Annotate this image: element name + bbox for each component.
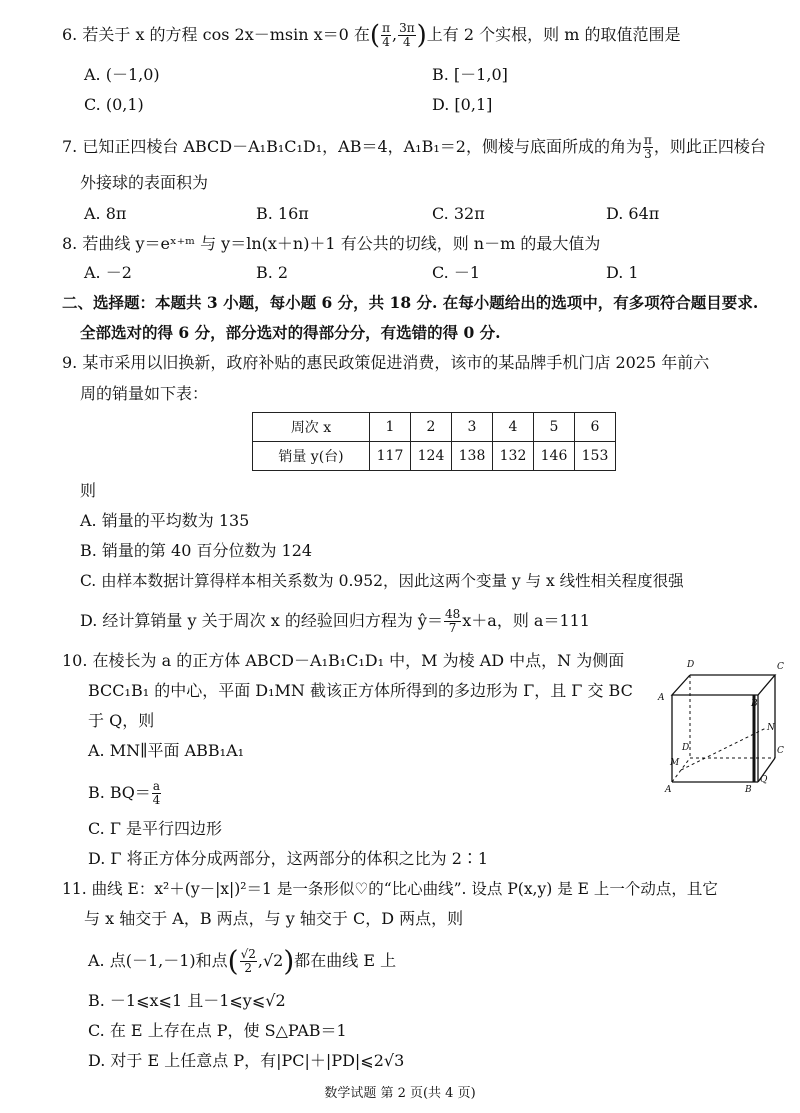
q9-option-b: B. 销量的第 40 百分位数为 124: [80, 541, 313, 560]
table-header-sales: 销量 y(台): [253, 442, 370, 471]
label-n: N: [767, 723, 775, 733]
cube-figure: [650, 650, 800, 800]
q6-option-c: C. (0,1): [84, 95, 144, 114]
table-cell: 1: [370, 413, 411, 442]
table-cell: 6: [575, 413, 616, 442]
table-cell: 2: [411, 413, 452, 442]
q8-option-d: D. 1: [606, 263, 639, 282]
table-cell: 138: [452, 442, 493, 471]
label-b1: B: [751, 699, 758, 709]
q7-angle-fraction: $\frac{\pi}{3}$: [643, 133, 652, 161]
table-cell: 117: [370, 442, 411, 471]
q6-stem-part-b: 上有 2 个实根，则 m 的取值范围是: [426, 25, 681, 44]
q9-stem-line2: 周的销量如下表：: [80, 384, 209, 403]
table-cell: 3: [452, 413, 493, 442]
page-footer: 数学试题 第 2 页(共 4 页): [324, 1086, 476, 1101]
q6-option-d: D. [0,1]: [432, 95, 493, 114]
q11-option-c: C. 在 E 上存在点 P，使 S△PAB＝1: [88, 1021, 347, 1040]
label-b: B: [745, 785, 752, 795]
table-header-week: 周次 x: [253, 413, 370, 442]
q8-option-b: B. 2: [256, 263, 289, 282]
label-a: A: [665, 785, 672, 795]
label-q: Q: [760, 775, 768, 785]
q6-stem: 6. 若关于 x 的方程 cos 2x－msin x＝0 在( $\frac{\pi}{4}$ , $\frac{3\pi}{4}$ )上有 2 个实根，则 m 的取值范围是: [62, 20, 681, 51]
q11-stem-line2: 与 x 轴交于 A，B 两点，与 y 轴交于 C，D 两点，则: [84, 909, 464, 928]
label-c1: C: [777, 662, 784, 672]
q9-slope-fraction: $\frac{48}{7}$: [444, 607, 461, 635]
q8-option-c: C. －1: [432, 263, 481, 282]
q10-stem-line3: 于 Q，则: [88, 711, 155, 730]
table-cell: 132: [493, 442, 534, 471]
q11-option-d: D. 对于 E 上任意点 P，有|PC|＋|PD|⩽2√3: [88, 1051, 405, 1070]
q10-option-d: D. Γ 将正方体分成两部分，这两部分的体积之比为 2∶1: [88, 849, 489, 868]
q6-interval-right: $\frac{3\pi}{4}$: [399, 21, 415, 49]
table-cell: 146: [534, 442, 575, 471]
q8-stem: 8. 若曲线 y＝eˣ⁺ᵐ 与 y＝ln(x＋n)＋1 有公共的切线，则 n－m 的最大值为: [62, 234, 601, 253]
q8-option-a: A. －2: [84, 263, 132, 282]
table-cell: 153: [575, 442, 616, 471]
q10-option-c: C. Γ 是平行四边形: [88, 819, 223, 838]
q7-option-b: B. 16π: [256, 204, 309, 223]
q7-option-c: C. 32π: [432, 204, 485, 223]
q11-stem: 11. 曲线 E：x²＋(y－|x|)²＝1 是一条形似♡的“比心曲线”. 设点 P(x,y) 是 E 上一个动点，且它: [62, 880, 718, 898]
q9-option-d: D. 经计算销量 y 关于周次 x 的经验回归方程为 ŷ＝ $\frac{48}{7}$ x＋a，则 a＝111: [80, 607, 590, 635]
label-a1: A: [658, 693, 665, 703]
q11-option-b: B. －1⩽x⩽1 且－1⩽y⩽√2: [88, 991, 286, 1010]
label-d1: D: [687, 660, 695, 670]
table-cell: 4: [493, 413, 534, 442]
label-d: D: [682, 743, 690, 753]
q10-option-b: B. BQ＝ $\frac{a}{4}$: [88, 779, 161, 807]
q7-stem-line2: 外接球的表面积为: [80, 173, 209, 192]
q11-option-a: A. 点(－1,－1)和点( $\frac{√2}{2}$ ,√2)都在曲线 E 上: [88, 944, 397, 978]
q9-ze: 则: [80, 481, 97, 500]
q6-interval-left: $\frac{\pi}{4}$: [382, 21, 390, 49]
q9-option-c: C. 由样本数据计算得样本相关系数为 0.952，因此这两个变量 y 与 x 线性相关程度很强: [80, 572, 684, 590]
q10-stem: 10. 在棱长为 a 的正方体 ABCD－A₁B₁C₁D₁ 中，M 为棱 AD 中点，N 为侧面: [62, 651, 625, 670]
q6-stem-part-a: 6. 若关于 x 的方程 cos 2x－msin x＝0 在: [62, 25, 370, 44]
q6-option-a: A. (－1,0): [84, 65, 160, 84]
q7-stem: 7. 已知正四棱台 ABCD－A₁B₁C₁D₁，AB＝4，A₁B₁＝2，侧棱与底面所成的角为 $\frac{\pi}{3}$ ，则此正四棱台: [62, 133, 766, 161]
section2-instructions: 全部选对的得 6 分，部分选对的得部分分，有选错的得 0 分.: [80, 323, 501, 342]
table-row: [253, 442, 616, 471]
q7-option-d: D. 64π: [606, 204, 660, 223]
q10-bq-fraction: $\frac{a}{4}$: [152, 779, 161, 807]
section2-heading: 二、选择题：本题共 3 小题，每小题 6 分，共 18 分. 在每小题给出的选项中，有多项符合题目要求.: [62, 293, 759, 312]
q7-option-a: A. 8π: [84, 204, 127, 223]
q10-stem-line2: BCC₁B₁ 的中心，平面 D₁MN 截该正方体所得到的多边形为 Γ，且 Γ 交 BC: [88, 681, 633, 700]
label-m: M: [670, 758, 680, 768]
q10-option-a: A. MN∥平面 ABB₁A₁: [88, 741, 245, 760]
table-row: [253, 413, 616, 442]
q9-stem: 9. 某市采用以旧换新，政府补贴的惠民政策促进消费，该市的某品牌手机门店 2025 年前六: [62, 353, 710, 372]
q9-option-a: A. 销量的平均数为 135: [80, 511, 250, 530]
sales-table: [252, 412, 616, 471]
q11-point-fraction: $\frac{√2}{2}$: [240, 947, 256, 975]
q6-option-b: B. [－1,0]: [432, 65, 508, 84]
label-c: C: [777, 746, 784, 756]
table-cell: 124: [411, 442, 452, 471]
table-cell: 5: [534, 413, 575, 442]
